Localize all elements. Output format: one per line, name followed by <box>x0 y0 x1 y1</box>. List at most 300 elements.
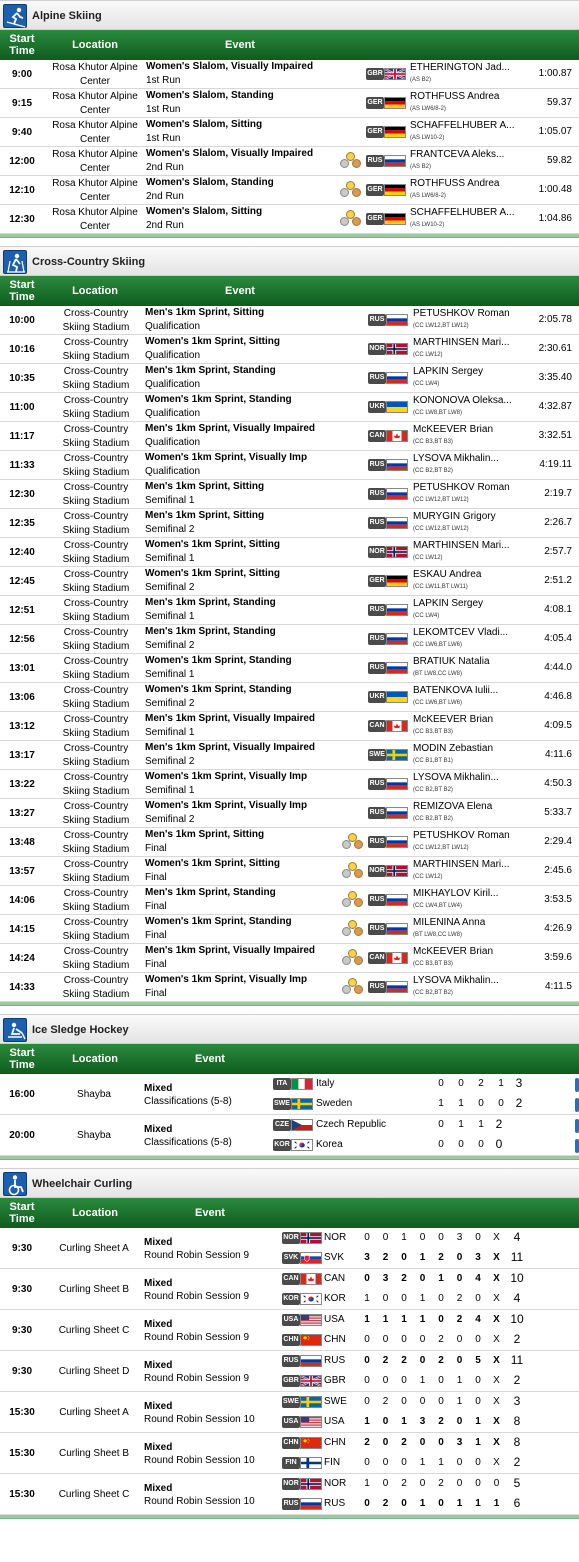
period-score: 1 <box>364 1478 370 1489</box>
athlete-name[interactable]: ETHERINGTON Jad... <box>410 62 510 73</box>
start-time: 9:00 <box>11 68 32 80</box>
noc-code-badge: RUS <box>368 662 386 674</box>
period-score: 0 <box>382 1375 389 1386</box>
event-location: Cross-Country Skiing Stadium <box>62 627 130 652</box>
event-name[interactable]: Mixed <box>144 1318 173 1330</box>
athlete-name[interactable]: BRATIUK Natalia <box>413 656 490 667</box>
table-row[interactable] <box>0 89 579 118</box>
flag-icon <box>300 1396 322 1408</box>
table-row[interactable] <box>0 712 579 741</box>
event-name[interactable]: Men's 1km Sprint, Sitting <box>145 829 265 840</box>
athlete-class: (CC LW6,BT LW6) <box>413 700 463 706</box>
start-time: 9:30 <box>11 1365 32 1377</box>
team-name[interactable]: Italy <box>316 1078 335 1089</box>
period-score: 2 <box>438 1252 444 1263</box>
table-row[interactable] <box>0 770 579 799</box>
event-location: Cross-Country Skiing Stadium <box>62 917 130 942</box>
result-time: 59.37 <box>546 97 572 108</box>
period-score: 1 <box>438 1457 444 1468</box>
result-time: 2:57.7 <box>544 546 572 557</box>
event-name[interactable]: Mixed <box>144 1359 173 1371</box>
table-row[interactable] <box>0 625 579 654</box>
event-name[interactable]: Women's Slalom, Sitting <box>146 206 263 217</box>
match-row[interactable] <box>0 1351 579 1392</box>
event-name[interactable]: Men's 1km Sprint, Visually Impaired <box>145 423 316 434</box>
event-location: Cross-Country Skiing Stadium <box>62 801 130 826</box>
event-location: Cross-Country Skiing Stadium <box>62 337 130 362</box>
period-score: 0 <box>419 1334 426 1345</box>
athlete-name[interactable]: SCHAFFELHUBER A... <box>410 207 515 218</box>
noc-code-badge: RUS <box>282 1498 300 1510</box>
event-name[interactable]: Women's 1km Sprint, Visually Imp <box>145 800 308 811</box>
header-start-time: Start Time <box>9 1047 35 1071</box>
table-row[interactable] <box>0 973 579 1002</box>
athlete-class: (BT LW8,CC LW8) <box>413 671 463 677</box>
period-score: 0 <box>401 1252 407 1263</box>
table-row[interactable] <box>0 451 579 480</box>
total-score: 5 <box>513 1476 521 1490</box>
period-score: 0 <box>438 1293 444 1304</box>
period-score: X <box>493 1457 500 1468</box>
event-name[interactable]: Women's 1km Sprint, Sitting <box>145 568 280 579</box>
result-time: 1:00.48 <box>538 184 572 195</box>
table-row[interactable] <box>0 828 579 857</box>
start-time: 12:40 <box>9 546 35 558</box>
result-time: 2:51.2 <box>544 575 572 586</box>
athlete-class: (CC LW12,BT LW12) <box>413 526 469 532</box>
match-row[interactable] <box>0 1269 579 1310</box>
flag-icon <box>300 1355 322 1367</box>
period-score: 0 <box>475 1232 481 1243</box>
start-time: 20:00 <box>9 1129 35 1141</box>
table-row[interactable] <box>0 118 579 147</box>
athlete-class: (AS LW6/8-2) <box>410 106 446 112</box>
event-name[interactable]: Mixed <box>144 1482 173 1494</box>
table-header <box>0 1044 579 1074</box>
medal-icon <box>342 891 364 909</box>
noc-code-badge: GER <box>366 126 384 138</box>
noc-code-badge: NOR <box>368 343 386 355</box>
period-score: X <box>493 1437 500 1448</box>
athlete-name[interactable]: MILENINA Anna <box>413 917 486 928</box>
start-time: 16:00 <box>9 1088 35 1100</box>
period-score: 1 <box>419 1498 426 1509</box>
athlete-name[interactable]: KONONOVA Oleksa... <box>413 395 512 406</box>
period-score: 0 <box>475 1478 481 1489</box>
period-score: X <box>493 1293 500 1304</box>
period-score: 0 <box>419 1355 426 1366</box>
athlete-class: (AS LW10-2) <box>410 222 445 228</box>
period-score: 2 <box>382 1396 389 1407</box>
noc-code-badge: CHN <box>282 1334 300 1346</box>
athlete-name[interactable]: LAPKIN Sergey <box>413 598 484 609</box>
flag-icon <box>384 184 406 196</box>
athlete-name[interactable]: LYSOVA Mikhalin... <box>413 453 499 464</box>
event-phase: Final <box>145 988 167 999</box>
start-time: 14:33 <box>9 981 35 993</box>
athlete-name[interactable]: LAPKIN Sergey <box>413 366 484 377</box>
team-name[interactable]: CAN <box>324 1273 346 1284</box>
match-row[interactable] <box>0 1115 579 1156</box>
period-score: 1 <box>419 1293 426 1304</box>
total-score: 10 <box>510 1271 524 1285</box>
athlete-class: (CC LW4,BT LW4) <box>413 903 463 909</box>
period-score: 1 <box>458 1119 464 1130</box>
table-row[interactable] <box>0 886 579 915</box>
event-name[interactable]: Mixed <box>144 1400 173 1412</box>
athlete-name[interactable]: PETUSHKOV Roman <box>413 308 510 319</box>
period-score: 1 <box>456 1396 463 1407</box>
athlete-name[interactable]: ESKAU Andrea <box>413 569 482 580</box>
noc-code-badge: GER <box>366 213 384 225</box>
flag-icon <box>386 517 408 529</box>
event-name[interactable]: Women's 1km Sprint, Standing <box>145 684 292 695</box>
scroll-indicator[interactable] <box>575 1139 579 1153</box>
team-name[interactable]: SVK <box>324 1252 345 1263</box>
period-score: 0 <box>438 1314 444 1325</box>
team-name[interactable]: GBR <box>324 1375 346 1386</box>
event-phase: Classifications (5-8) <box>144 1136 232 1148</box>
period-score: 0 <box>438 1232 444 1243</box>
result-time: 1:05.07 <box>538 126 572 137</box>
section-gap <box>0 1006 579 1014</box>
event-location: Shayba <box>77 1088 111 1100</box>
table-row[interactable] <box>0 205 579 234</box>
event-name[interactable]: Women's 1km Sprint, Sitting <box>145 858 280 869</box>
table-row[interactable] <box>0 509 579 538</box>
event-location: Rosa Khutor Alpine Center <box>52 62 138 87</box>
flag-icon <box>384 213 406 225</box>
table-row[interactable] <box>0 306 579 335</box>
athlete-name[interactable]: MARTHINSEN Mari... <box>413 337 510 348</box>
event-name[interactable]: Women's Slalom, Sitting <box>146 119 263 130</box>
event-name[interactable]: Men's 1km Sprint, Standing <box>145 365 276 376</box>
athlete-name[interactable]: McKEEVER Brian <box>413 946 494 957</box>
start-time: 14:24 <box>9 952 35 964</box>
period-score: 0 <box>438 1119 444 1130</box>
start-time: 11:00 <box>9 401 35 413</box>
event-name[interactable]: Mixed <box>144 1123 173 1135</box>
period-score: 3 <box>475 1252 481 1263</box>
event-name[interactable]: Women's 1km Sprint, Visually Imp <box>145 771 308 782</box>
header-start-time: Start Time <box>9 33 35 57</box>
period-score: X <box>493 1273 500 1284</box>
team-name[interactable]: RUS <box>324 1498 346 1509</box>
team-name[interactable]: Czech Republic <box>316 1119 387 1130</box>
match-row[interactable] <box>0 1310 579 1351</box>
start-time: 11:17 <box>9 430 35 442</box>
team-name[interactable]: NOR <box>324 1232 347 1243</box>
athlete-class: (CC LW11,BT LW11) <box>413 584 468 590</box>
period-score: X <box>493 1334 500 1345</box>
event-name[interactable]: Women's Slalom, Visually Impaired <box>146 148 314 159</box>
event-name[interactable]: Women's 1km Sprint, Visually Imp <box>145 452 308 463</box>
period-score: 0 <box>364 1498 370 1509</box>
period-score: 0 <box>438 1437 444 1448</box>
noc-code-badge: RUS <box>368 314 386 326</box>
period-score: 1 <box>382 1314 389 1325</box>
flag-icon <box>386 314 408 326</box>
athlete-class: (CC LW4) <box>413 381 440 387</box>
event-name[interactable]: Women's 1km Sprint, Standing <box>145 394 292 405</box>
start-time: 12:35 <box>9 517 35 529</box>
event-phase: Semifinal 2 <box>145 756 195 767</box>
period-score: 0 <box>401 1396 407 1407</box>
athlete-name[interactable]: PETUSHKOV Roman <box>413 830 510 841</box>
event-name[interactable]: Men's 1km Sprint, Sitting <box>145 510 265 521</box>
athlete-name[interactable]: LYSOVA Mikhalin... <box>413 975 499 986</box>
athlete-class: (CC B2,BT B2) <box>413 990 453 996</box>
start-time: 13:22 <box>9 778 35 790</box>
athlete-name[interactable]: ROTHFUSS Andrea <box>410 178 500 189</box>
event-phase: 2nd Run <box>146 220 184 231</box>
athlete-name[interactable]: ROTHFUSS Andrea <box>410 91 500 102</box>
period-score: X <box>493 1396 500 1407</box>
table-row[interactable] <box>0 364 579 393</box>
athlete-name[interactable]: MARTHINSEN Mari... <box>413 859 510 870</box>
event-phase: Round Robin Session 9 <box>144 1331 250 1343</box>
period-score: 0 <box>456 1334 463 1345</box>
team-name[interactable]: RUS <box>324 1355 346 1366</box>
noc-code-badge: NOR <box>282 1232 300 1244</box>
header-location: Location <box>72 1053 118 1065</box>
match-row[interactable] <box>0 1392 579 1433</box>
period-score: 2 <box>401 1478 407 1489</box>
table-row[interactable] <box>0 422 579 451</box>
event-name[interactable]: Men's 1km Sprint, Sitting <box>145 481 265 492</box>
event-name[interactable]: Women's 1km Sprint, Sitting <box>145 336 280 347</box>
flag-icon <box>291 1078 313 1090</box>
event-name[interactable]: Mixed <box>144 1082 173 1094</box>
result-time: 4:19.11 <box>539 459 572 470</box>
start-time: 13:12 <box>9 720 35 732</box>
table-header <box>0 1198 579 1228</box>
period-score: 0 <box>498 1098 504 1109</box>
event-name[interactable]: Women's 1km Sprint, Sitting <box>145 539 280 550</box>
period-score: 3 <box>456 1437 463 1448</box>
athlete-name[interactable]: FRANTCEVA Aleks... <box>410 149 505 160</box>
event-location: Curling Sheet A <box>59 1406 129 1418</box>
flag-icon <box>300 1273 322 1285</box>
table-row[interactable] <box>0 538 579 567</box>
total-score: 8 <box>513 1414 521 1428</box>
event-location: Cross-Country Skiing Stadium <box>62 540 130 565</box>
athlete-name[interactable]: LEKOMTCEV Vladi... <box>413 627 509 638</box>
team-name[interactable]: CHN <box>324 1437 346 1448</box>
athlete-name[interactable]: REMIZOVA Elena <box>413 801 493 812</box>
athlete-name[interactable]: McKEEVER Brian <box>413 714 494 725</box>
period-score: 1 <box>438 1098 444 1109</box>
cross-country-skiing-icon <box>3 250 27 274</box>
event-name[interactable]: Men's 1km Sprint, Standing <box>145 626 276 637</box>
start-time: 12:45 <box>9 575 35 587</box>
event-name[interactable]: Men's 1km Sprint, Sitting <box>145 307 265 318</box>
athlete-name[interactable]: MODIN Zebastian <box>413 743 494 754</box>
event-phase: Semifinal 2 <box>145 814 195 825</box>
table-row[interactable] <box>0 683 579 712</box>
event-name[interactable]: Mixed <box>144 1236 173 1248</box>
event-location: Curling Sheet A <box>59 1242 129 1254</box>
flag-icon <box>300 1232 322 1244</box>
noc-code-badge: CAN <box>368 952 386 964</box>
event-name[interactable]: Women's 1km Sprint, Standing <box>145 655 292 666</box>
athlete-name[interactable]: McKEEVER Brian <box>413 424 494 435</box>
athlete-name[interactable]: PETUSHKOV Roman <box>413 482 510 493</box>
team-name[interactable]: KOR <box>324 1293 346 1304</box>
noc-code-badge: RUS <box>368 923 386 935</box>
event-name[interactable]: Men's 1km Sprint, Visually Impaired <box>145 742 316 753</box>
noc-code-badge: CHN <box>282 1437 300 1449</box>
event-name[interactable]: Mixed <box>144 1277 173 1289</box>
athlete-class: (BT LW8,CC LW8) <box>413 932 463 938</box>
period-score: 1 <box>364 1416 370 1427</box>
event-location: Rosa Khutor Alpine Center <box>52 120 138 145</box>
flag-icon <box>386 575 408 587</box>
event-location: Cross-Country Skiing Stadium <box>62 888 130 913</box>
event-location: Cross-Country Skiing Stadium <box>62 395 130 420</box>
team-name[interactable]: Sweden <box>316 1098 353 1109</box>
athlete-class: (CC LW12,BT LW12) <box>413 845 469 851</box>
period-score: X <box>493 1314 500 1325</box>
noc-code-badge: NOR <box>282 1478 300 1490</box>
start-time: 15:30 <box>9 1406 35 1418</box>
table-row[interactable] <box>0 176 579 205</box>
period-score: 0 <box>438 1139 444 1150</box>
table-row[interactable] <box>0 799 579 828</box>
noc-code-badge: RUS <box>368 459 386 471</box>
period-score: 0 <box>419 1478 426 1489</box>
period-score: 2 <box>401 1355 407 1366</box>
event-name[interactable]: Mixed <box>144 1441 173 1453</box>
noc-code-badge: RUS <box>366 155 384 167</box>
period-score: 2 <box>382 1355 389 1366</box>
event-name[interactable]: Men's 1km Sprint, Visually Impaired <box>145 945 316 956</box>
team-name[interactable]: SWE <box>324 1396 347 1407</box>
result-time: 4:11.6 <box>544 749 572 760</box>
event-name[interactable]: Women's 1km Sprint, Visually Imp <box>145 974 308 985</box>
match-row[interactable] <box>0 1228 579 1269</box>
event-location: Cross-Country Skiing Stadium <box>62 366 130 391</box>
table-row[interactable] <box>0 944 579 973</box>
athlete-class: (AS LW10-2) <box>410 135 445 141</box>
table-row[interactable] <box>0 741 579 770</box>
event-location: Cross-Country Skiing Stadium <box>62 859 130 884</box>
match-row[interactable] <box>0 1074 579 1115</box>
team-name[interactable]: NOR <box>324 1478 347 1489</box>
athlete-name[interactable]: MIKHAYLOV Kiril... <box>413 888 499 899</box>
flag-icon <box>384 155 406 167</box>
table-row[interactable] <box>0 915 579 944</box>
period-score: 0 <box>493 1478 500 1489</box>
athlete-class: (CC B3,BT B3) <box>413 729 453 735</box>
period-score: 2 <box>401 1437 407 1448</box>
event-name[interactable]: Women's 1km Sprint, Standing <box>145 916 292 927</box>
event-name[interactable]: Men's 1km Sprint, Standing <box>145 597 276 608</box>
period-score: X <box>493 1355 500 1366</box>
event-name[interactable]: Women's Slalom, Standing <box>146 177 274 188</box>
team-name[interactable]: USA <box>324 1416 345 1427</box>
athlete-name[interactable]: MURYGIN Grigory <box>413 511 496 522</box>
table-row[interactable] <box>0 480 579 509</box>
event-phase: Round Robin Session 10 <box>144 1495 255 1507</box>
scroll-indicator[interactable] <box>575 1078 579 1092</box>
event-location: Cross-Country Skiing Stadium <box>62 772 130 797</box>
event-name[interactable]: Men's 1km Sprint, Standing <box>145 887 276 898</box>
event-location: Cross-Country Skiing Stadium <box>62 656 130 681</box>
event-name[interactable]: Women's Slalom, Visually Impaired <box>146 61 314 72</box>
table-row[interactable] <box>0 857 579 886</box>
table-row[interactable] <box>0 335 579 364</box>
event-name[interactable]: Men's 1km Sprint, Visually Impaired <box>145 713 316 724</box>
athlete-class: (CC LW12) <box>413 555 443 561</box>
noc-code-badge: SWE <box>282 1396 300 1408</box>
wheelchair-curling-icon <box>3 1172 27 1196</box>
table-row[interactable] <box>0 60 579 89</box>
section-gap <box>0 1160 579 1168</box>
table-header <box>0 276 579 306</box>
noc-code-badge: RUS <box>368 604 386 616</box>
flag-icon <box>291 1098 313 1110</box>
event-phase: Round Robin Session 9 <box>144 1249 250 1261</box>
athlete-name[interactable]: MARTHINSEN Mari... <box>413 540 510 551</box>
match-row[interactable] <box>0 1433 579 1474</box>
noc-code-badge: GER <box>368 575 386 587</box>
team-name[interactable]: USA <box>324 1314 345 1325</box>
team-name[interactable]: CHN <box>324 1334 346 1345</box>
period-score: 5 <box>475 1355 481 1366</box>
table-row[interactable] <box>0 147 579 176</box>
athlete-name[interactable]: LYSOVA Mikhalin... <box>413 772 499 783</box>
period-score: 0 <box>438 1498 444 1509</box>
medal-icon <box>342 862 364 880</box>
period-score: 1 <box>364 1314 370 1325</box>
team-name[interactable]: FIN <box>324 1457 341 1468</box>
result-time: 3:32.51 <box>538 430 572 441</box>
flag-icon <box>300 1416 322 1428</box>
team-name[interactable]: Korea <box>316 1139 343 1150</box>
scroll-indicator[interactable] <box>575 1098 579 1112</box>
result-time: 2:26.7 <box>544 517 572 528</box>
result-time: 1:04.86 <box>538 213 572 224</box>
athlete-name[interactable]: BATENKOVA Iulii... <box>413 685 499 696</box>
medal-icon <box>342 978 364 996</box>
period-score: 1 <box>493 1498 500 1509</box>
athlete-name[interactable]: SCHAFFELHUBER A... <box>410 120 515 131</box>
table-row[interactable] <box>0 596 579 625</box>
table-row[interactable] <box>0 654 579 683</box>
period-score: 0 <box>382 1478 389 1489</box>
table-row[interactable] <box>0 393 579 422</box>
event-name[interactable]: Women's Slalom, Standing <box>146 90 274 101</box>
period-score: 2 <box>382 1498 389 1509</box>
event-phase: Qualification <box>145 321 201 332</box>
event-location: Cross-Country Skiing Stadium <box>62 743 130 768</box>
event-phase: Semifinal 2 <box>145 582 195 593</box>
flag-icon <box>386 459 408 471</box>
period-score: 1 <box>419 1457 426 1468</box>
match-row[interactable] <box>0 1474 579 1515</box>
athlete-class: (CC LW12) <box>413 352 443 358</box>
period-score: X <box>493 1232 500 1243</box>
section-header <box>0 0 579 30</box>
start-time: 10:35 <box>9 372 35 384</box>
table-row[interactable] <box>0 567 579 596</box>
start-time: 10:16 <box>9 343 35 355</box>
event-phase: Final <box>145 930 167 941</box>
section-header <box>0 1014 579 1044</box>
scroll-indicator[interactable] <box>575 1119 579 1133</box>
event-phase: Semifinal 2 <box>145 698 195 709</box>
